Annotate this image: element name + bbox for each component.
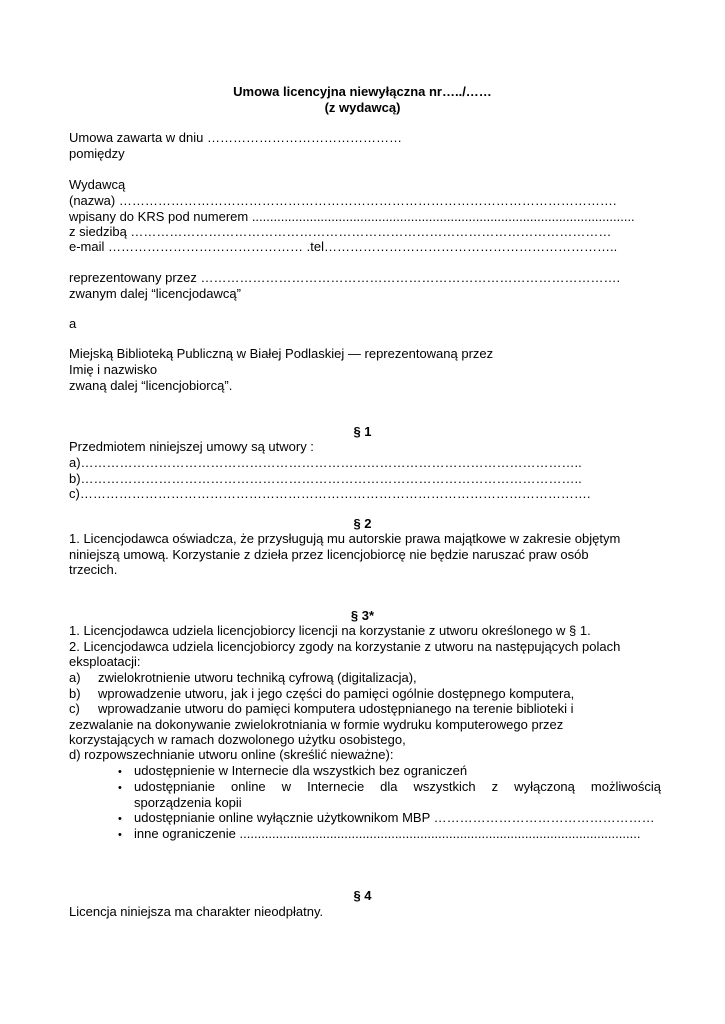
section-1-intro: Przedmiotem niniejszej umowy są utwory : bbox=[69, 439, 314, 454]
bullet-icon: • bbox=[118, 766, 122, 778]
bullet-item: inne ograniczenie ............................................................................................................... bbox=[134, 826, 641, 841]
section-4-text: Licencja niniejsza ma charakter nieodpłatny. bbox=[69, 904, 324, 919]
field-letter-b: b) bbox=[69, 686, 81, 701]
section-4-heading: § 4 bbox=[353, 888, 372, 903]
library-line: Miejską Biblioteką Publiczną w Białej Podlaskiej — reprezentowaną przez bbox=[69, 346, 494, 361]
publisher-seat-line: z siedzibą ………………………………………………………………………………………………… bbox=[69, 224, 612, 239]
bullet-item-continuation: sporządzenia kopii bbox=[134, 795, 242, 810]
section-3-heading: § 3* bbox=[350, 608, 375, 623]
section-3-cont-line: zezwalanie na dokonywanie zwielokrotniania w formie wydruku komputerowego przez bbox=[69, 717, 564, 732]
contract-date-line: Umowa zawarta w dniu ……………………………………… bbox=[69, 130, 402, 145]
section-1-item-a: a)…………………………………………………………………………………………………….. bbox=[69, 455, 582, 470]
section-3-line: 2. Licencjodawca udziela licencjobiorcy zgody na korzystanie z utworu na następujących polach bbox=[69, 639, 621, 654]
field-text-a: zwielokrotnienie utworu techniką cyfrową (digitalizacja), bbox=[98, 670, 417, 685]
library-called-line: zwaną dalej “licencjobiorcą”. bbox=[69, 378, 233, 393]
section-1-heading: § 1 bbox=[353, 424, 372, 439]
publisher-contact-line: e-mail ……………………………………… .tel………………………………………………………….. bbox=[69, 239, 618, 254]
contract-title: Umowa licencyjna niewyłączna nr…../…… bbox=[233, 84, 492, 99]
field-letter-c: c) bbox=[69, 701, 80, 716]
publisher-krs-line: wpisany do KRS pod numerem .......................................................................................................... bbox=[69, 209, 635, 224]
bullet-icon: • bbox=[118, 813, 122, 825]
publisher-name-line: (nazwa) ……………………………………………………………………………………………………. bbox=[69, 193, 617, 208]
section-2-heading: § 2 bbox=[353, 516, 372, 531]
section-3-cont-line: korzystających w ramach dozwolonego użytku osobistego, bbox=[69, 732, 406, 747]
publisher-called-line: zwanym dalej “licencjodawcą” bbox=[69, 286, 241, 301]
bullet-icon: • bbox=[118, 782, 122, 794]
section-1-item-b: b)…………………………………………………………………………………………………….. bbox=[69, 471, 582, 486]
publisher-representative-line: reprezentowany przez ……………………………………………………………………………………. bbox=[69, 270, 621, 285]
bullet-item: udostępnienie w Internecie dla wszystkich bez ograniczeń bbox=[134, 763, 468, 778]
section-2-line: niniejszą umową. Korzystanie z dzieła przez licencjobiorcę nie będzie naruszać praw osób bbox=[69, 547, 589, 562]
bullet-icon: • bbox=[118, 829, 122, 841]
section-3-cont-line: d) rozpowszechnianie utworu online (skreślić nieważne): bbox=[69, 747, 394, 762]
bullet-item: udostępnianie online wyłącznie użytkownikom MBP …………………………………………… bbox=[134, 810, 655, 825]
field-letter-a: a) bbox=[69, 670, 81, 685]
between-label: pomiędzy bbox=[69, 146, 125, 161]
section-2-line: 1. Licencjodawca oświadcza, że przysługują mu autorskie prawa majątkowe w zakresie objętym bbox=[69, 531, 621, 546]
bullet-item: udostępnianie online w Internecie dla wszystkich z wyłączoną możliwością bbox=[134, 779, 661, 794]
section-2-line: trzecich. bbox=[69, 562, 118, 577]
contract-subtitle: (z wydawcą) bbox=[324, 100, 401, 115]
section-3-line: 1. Licencjodawca udziela licencjobiorcy licencji na korzystanie z utworu określonego w § 1. bbox=[69, 623, 591, 638]
publisher-heading: Wydawcą bbox=[69, 177, 126, 192]
field-text-b: wprowadzenie utworu, jak i jego części do pamięci ogólnie dostępnego komputera, bbox=[98, 686, 575, 701]
conjunction-and: a bbox=[69, 316, 77, 331]
field-text-c: wprowadzanie utworu do pamięci komputera udostępnianego na terenie biblioteki i bbox=[98, 701, 574, 716]
library-representative-name: Imię i nazwisko bbox=[69, 362, 158, 377]
section-3-line: eksploatacji: bbox=[69, 654, 141, 669]
section-1-item-c: c)………………………………………………………………………………………………………. bbox=[69, 486, 591, 501]
